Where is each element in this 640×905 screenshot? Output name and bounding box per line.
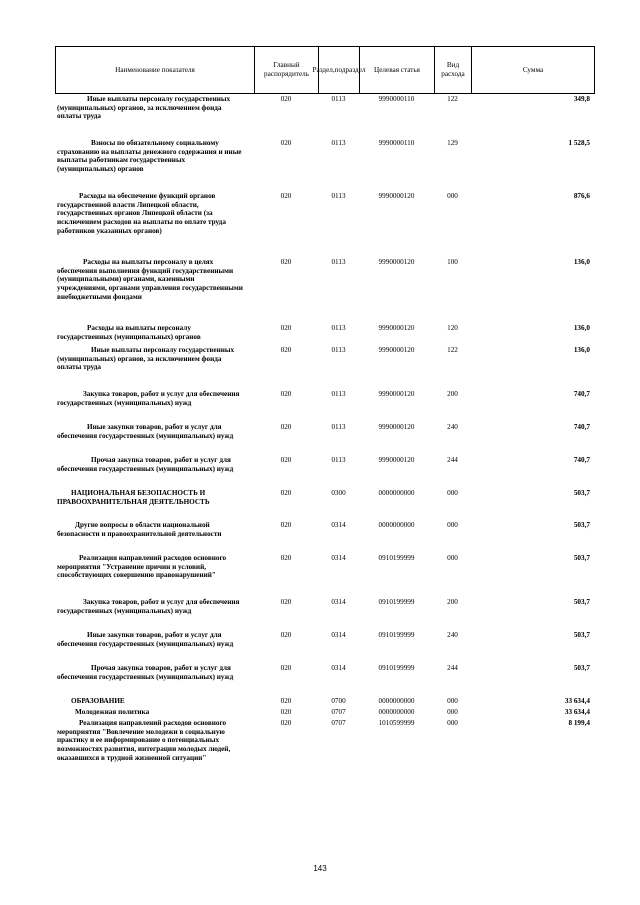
header-main-manager: Главный распорядитель [255, 47, 319, 93]
table-row: Иные закупки товаров, работ и услуг для обеспечения государственных (муниципальных) нужд 020 0113 9990000120 240 740,7 [57, 423, 590, 440]
header-name: Наименование показателя [56, 47, 255, 93]
header-target: Целевая статья [360, 47, 435, 93]
header-sum: Сумма [522, 65, 544, 74]
header-section: Раздел,подраздел [319, 47, 360, 93]
table-row: Расходы на выплаты персоналу государственных (муниципальных) органов 020 0113 9990000120 120 136,0 [57, 324, 590, 341]
table-row: Прочая закупка товаров, работ и услуг для обеспечения государственных (муниципальных) нужд 020 0314 0910199999 244 503,7 [57, 664, 590, 681]
table-row: Закупка товаров, работ и услуг для обеспечения государственных (муниципальных) нужд 020 0314 0910199999 200 503,7 [57, 598, 590, 615]
header-kind: Вид расхода [435, 47, 472, 93]
table-row: Иные закупки товаров, работ и услуг для обеспечения государственных (муниципальных) нужд 020 0314 0910199999 240 503,7 [57, 631, 590, 648]
table-row: Взносы по обязательному социальному страхованию на выплаты денежного содержания и иные выплаты работникам государственных (муниципальных) органов 020 0113 9990000110 129 1 528,5 [57, 139, 590, 174]
table-row: Молодежная политика 020 0707 0000000000 000 33 634,4 [75, 708, 590, 716]
table-row: Иные выплаты персоналу государственных (муниципальных) органов, за исключением фонда оплаты труда 020 0113 9990000110 122 349,8 [57, 95, 590, 121]
table-row: НАЦИОНАЛЬНАЯ БЕЗОПАСНОСТЬ И ПРАВООХРАНИТЕЛЬНАЯ ДЕЯТЕЛЬНОСТЬ 020 0300 0000000000 000 503,7 [57, 489, 590, 506]
table-row: Иные выплаты персоналу государственных (муниципальных) органов, за исключением фонда оплаты труда 020 0113 9990000120 122 136,0 [57, 346, 590, 372]
table-row: Расходы на выплаты персоналу в целях обеспечения выполнения функций государственными (муниципальными) органами, казенными учреждениями, органами управления государственными внебюджетными фондами 020 0113 9990000120 100 136,0 [57, 258, 590, 301]
table-row: Реализация направлений расходов основного мероприятия "Вовлечение молодежи в социальную практику и ее информирование о потенциальных возможностях развития, интеграции молодых людей, оказавшихся в трудной жизненной ситуации" 020 0707 1010599999 000 8 199,4 [57, 719, 590, 762]
table-row: Другие вопросы в области национальной безопасности и правоохранительной деятельности 020 0314 0000000000 000 503,7 [57, 521, 590, 538]
table-row: Прочая закупка товаров, работ и услуг для обеспечения государственных (муниципальных) нужд 020 0113 9990000120 244 740,7 [57, 456, 590, 473]
table-row: Реализация направлений расходов основного мероприятия "Устранение причин и условий, способствующих совершению правонарушений" 020 0314 0910199999 000 503,7 [57, 554, 590, 580]
table-row: Расходы на обеспечение функций органов государственной власти Липецкой области, государственных органов Липецкой области (за исключением расходов на выплаты по оплате труда работников указанных органов) 020 0113 9990000120 000 876,6 [57, 192, 590, 235]
page-number: 143 [313, 864, 327, 873]
table-row: Закупка товаров, работ и услуг для обеспечения государственных (муниципальных) нужд 020 0113 9990000120 200 740,7 [57, 390, 590, 407]
table-header [55, 46, 595, 94]
table-row: ОБРАЗОВАНИЕ 020 0700 0000000000 000 33 634,4 [71, 697, 590, 705]
